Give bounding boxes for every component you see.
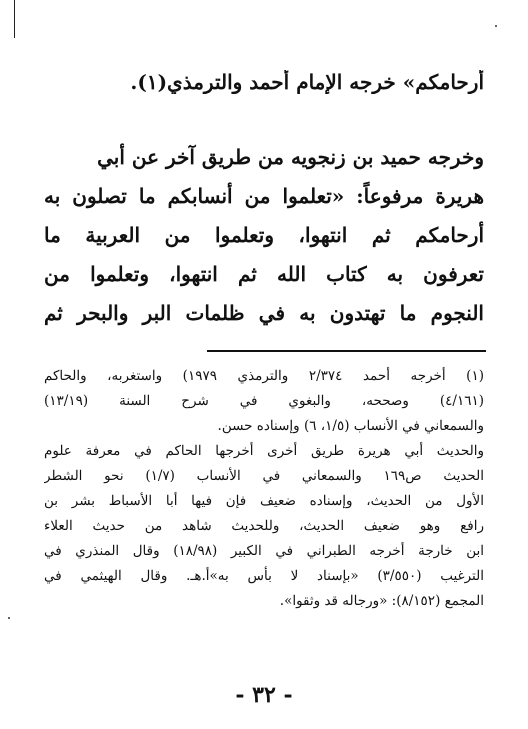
scan-edge-line — [14, 0, 15, 38]
continued-text-line: أرحامكم» خرجه الإمام أحمد والترمذي(١). — [130, 70, 484, 94]
paragraph-line: وخرجه حميد بن زنجويه من طريق آخر عن أبي — [97, 145, 484, 169]
paragraph-line: تعرفون به كتاب الله ثم انتهوا، وتعلموا من — [44, 262, 484, 286]
scan-speck — [8, 617, 10, 619]
footnote-line: ابن خارجة أخرجه الطبراني في الكبير (١٨/٩٨) وقال المنذري في — [44, 543, 484, 559]
footnote-line: المجمع (٨/١٥٢): «ورجاله قد وثقوا». — [279, 593, 484, 609]
main-paragraph — [44, 138, 484, 333]
paragraph-line: أرحامكم ثم انتهوا، وتعلموا من العربية ما — [44, 223, 484, 247]
footnote-line: والسمعاني في الأنساب (١/٥، ٦) وإسناده حسن. — [217, 418, 484, 434]
footnote-line: الحديث ص١٦٩ والسمعاني في الأنساب (١/٧) نحو الشطر — [44, 468, 484, 484]
footnote-line: الأول من الحديث، وإسناده ضعيف فإن فيها أبا الأسباط بشر بن — [44, 493, 484, 509]
footnote-line: (١) أخرجه أحمد ٢/٣٧٤ والترمذي ١٩٧٩) واستغربه، والحاكم — [44, 368, 484, 384]
page-number: - ٣٢ - — [235, 682, 293, 708]
paragraph-line: هريرة مرفوعاً: «تعلموا من أنسابكم ما تصلون به — [44, 184, 484, 208]
paragraph-line: النجوم ما تهتدون به في ظلمات البر والبحر ثم — [44, 301, 484, 325]
footnote-line: والحديث أبي هريرة طريق أخرى أخرجها الحاكم في معرفة علوم — [44, 443, 484, 459]
footnote-line: رافع وهو ضعيف الحديث، وللحديث شاهد من حديث العلاء — [44, 518, 484, 534]
scan-speck — [495, 25, 497, 27]
footnote-line: (٤/١٦١) وصححه، والبغوي في شرح السنة (١٣/١٩) — [44, 393, 484, 409]
footnote-separator — [207, 350, 486, 352]
footnotes — [44, 364, 484, 614]
footnote-line: الترغيب (٣/٥٥٠) «بإسناد لا بأس به»أ.هـ. وقال الهيثمي في — [44, 568, 484, 584]
